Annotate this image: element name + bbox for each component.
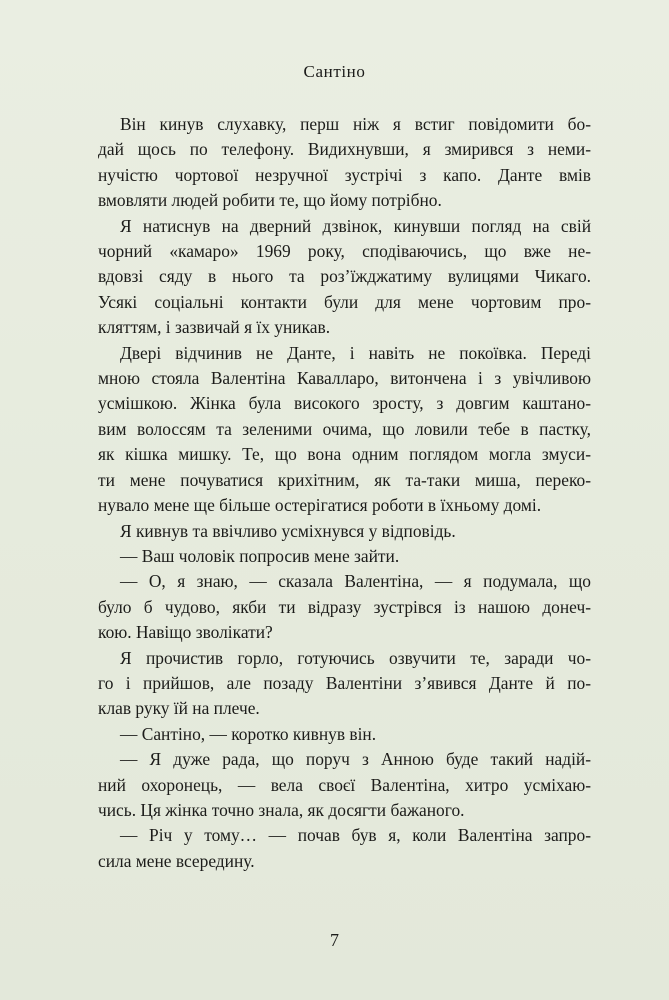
text-line: — Я дуже рада, що поруч з Анною буде такий надій- bbox=[120, 749, 591, 770]
paragraph bbox=[98, 519, 591, 544]
text-line: Я прочистив горло, готуючись озвучити те, заради чо- bbox=[120, 647, 591, 668]
text-line: вмовляти людей робити те, що йому потрібно. bbox=[98, 190, 442, 211]
paragraph bbox=[98, 341, 591, 519]
text-line: нувало мене ще більше остерігатися роботи в їхньому домі. bbox=[98, 495, 542, 516]
running-header: Сантіно bbox=[303, 62, 366, 81]
text-line: мною стояла Валентіна Каваллаpо, витончена і з увічливою bbox=[98, 368, 591, 389]
text-line: було б чудово, якби ти відразу зустрівся із нашою донеч- bbox=[98, 596, 591, 617]
text-line: вдовзі сяду в нього та роз’їжджатиму вулицями Чикаго. bbox=[98, 266, 591, 287]
text-line: усмішкою. Жінка була високого зросту, з довгим каштано- bbox=[98, 393, 591, 414]
text-line: сила мене всередину. bbox=[98, 850, 255, 871]
text-line: Я кивнув та ввічливо усміхнувся у відповідь. bbox=[120, 520, 456, 541]
text-line: як кішка мишку. Те, що вона одним поглядом могла змуси- bbox=[98, 444, 591, 465]
text-line: Усякі соціальні контакти були для мене чортовим про- bbox=[98, 291, 591, 312]
text-line: клав руку їй на плече. bbox=[98, 698, 260, 719]
paragraph bbox=[98, 544, 591, 569]
text-line: — Сантіно, — коротко кивнув він. bbox=[120, 723, 377, 744]
paragraph bbox=[98, 214, 591, 341]
text-line: кляттям, і зазвичай я їх уникав. bbox=[98, 317, 331, 338]
text-line: чорний «камаро» 1969 року, сподіваючись, що вже не- bbox=[98, 241, 591, 262]
text-line: — Річ у тому… — почав був я, коли Валентіна запро- bbox=[120, 825, 591, 846]
text-line: нучістю чортової незручної зустрічі з капо. Данте вмів bbox=[98, 164, 591, 185]
text-line: вим волоссям та зеленими очима, що ловили тебе в пастку, bbox=[98, 418, 591, 439]
text-line: Двері відчинив не Данте, і навіть не покоївка. Переді bbox=[120, 342, 591, 363]
paragraph bbox=[98, 747, 591, 823]
paragraph bbox=[98, 722, 591, 747]
text-line: Я натиснув на дверний дзвінок, кинувши погляд на свій bbox=[120, 215, 591, 236]
text-line: го і прийшов, але позаду Валентіни з’явився Данте й по- bbox=[98, 672, 591, 693]
paragraph bbox=[98, 823, 591, 874]
paragraph bbox=[98, 646, 591, 722]
text-line: ти мене почуватися крихітним, як та-таки миша, переко- bbox=[98, 469, 591, 490]
text-line: чись. Ця жінка точно знала, як досягти бажаного. bbox=[98, 799, 465, 820]
text-line: ний охоронець, — вела своєї Валентіна, хитро усміхаю- bbox=[98, 774, 591, 795]
paragraph bbox=[98, 569, 591, 645]
text-line: дай щось по телефону. Видихнувши, я змирився з неми- bbox=[98, 139, 591, 160]
text-line: — Ваш чоловік попросив мене зайти. bbox=[120, 545, 400, 566]
paragraph bbox=[98, 112, 591, 214]
text-line: кою. Навіщо зволікати? bbox=[98, 622, 273, 643]
text-line: Він кинув слухавку, перш ніж я встиг повідомити бо- bbox=[120, 114, 591, 134]
text-line: — О, я знаю, — сказала Валентіна, — я подумала, що bbox=[120, 571, 591, 592]
body-text bbox=[98, 112, 591, 874]
page-number: 7 bbox=[330, 930, 339, 950]
